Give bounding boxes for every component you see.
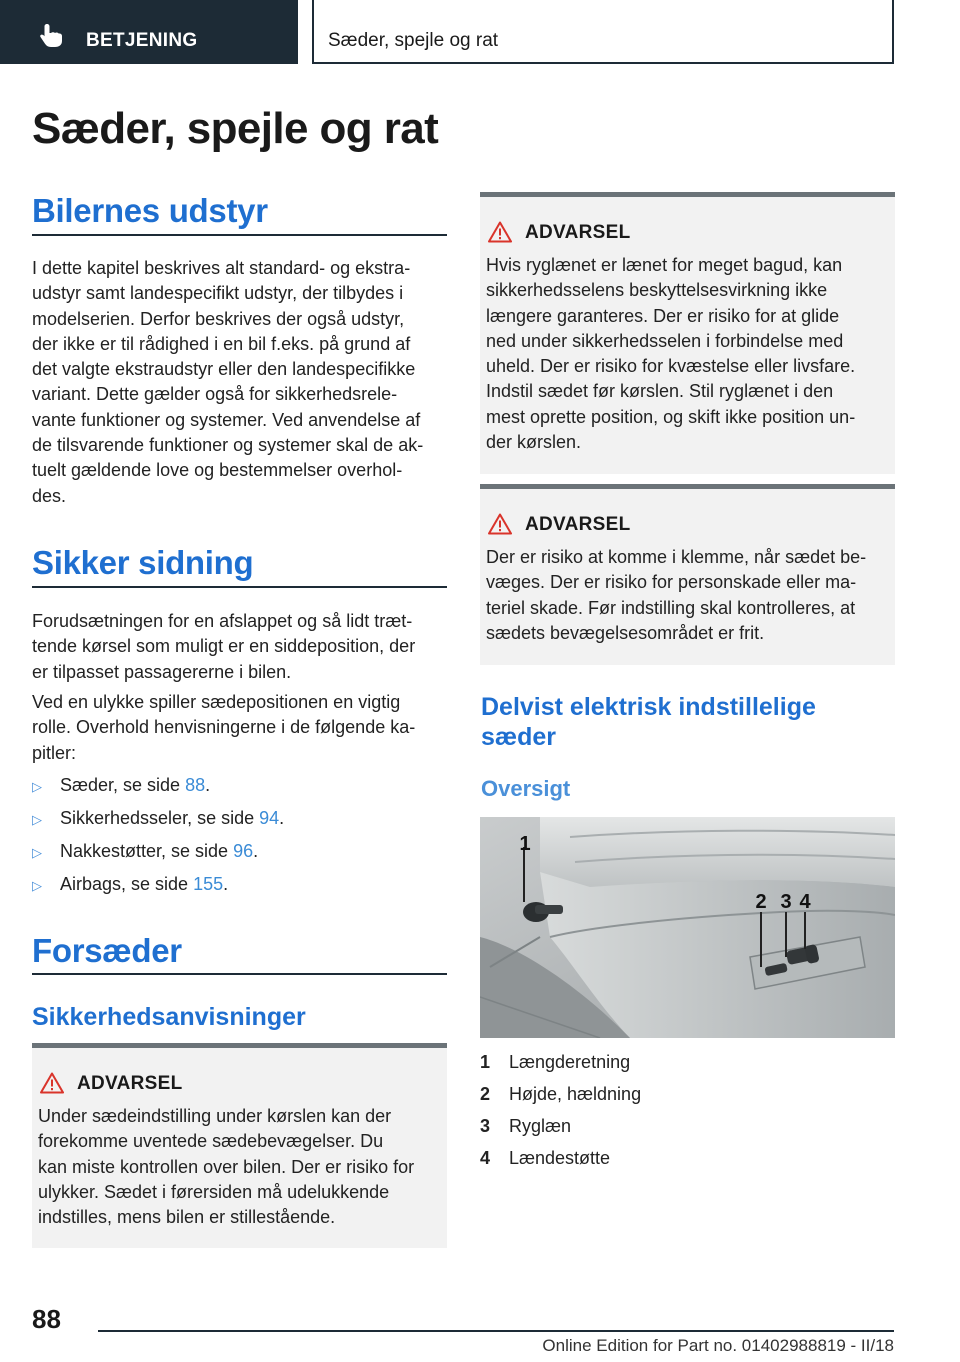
heading-sikkerhedsanvisninger: Sikkerhedsanvisninger — [32, 1003, 306, 1031]
heading-rule — [32, 234, 447, 236]
page-title: Sæder, spejle og rat — [32, 104, 439, 153]
warning-box — [480, 484, 895, 665]
list-item: ▷ Nakkestøtter, se side 96. — [32, 839, 432, 864]
intro-paragraph: I dette kapitel beskrives alt standard- og ekstra- udstyr samt landespecifikt udstyr, der tilbydes i modelserien. Derfor beskrives der også udstyr, der ikke er til rådighed i en bil f.eks. på grund af det valgte ekstraudstyr eller den landespecifikke variant. Dette gælder også for sikkerhedsrele- vante funktioner og systemer. Ved anvendelse af de tilsvarende funktioner og systemer skal de ak- tuelt gældende love og bestemmelser overhol- des. — [32, 258, 424, 506]
callout-1: 1 — [519, 833, 531, 855]
warning-triangle-icon — [488, 513, 512, 535]
seat-image — [480, 817, 895, 1038]
sikker-paragraph-2: Ved en ulykke spiller sædepositionen en vigtig rolle. Overhold henvisningerne i de følgende ka- pitler: — [32, 692, 416, 763]
hand-pointer-icon — [38, 22, 64, 48]
heading-sikker-sidning: Sikker sidning — [32, 544, 254, 581]
header-section-tab[interactable] — [0, 0, 298, 64]
warning-box — [480, 192, 895, 474]
header-chapter — [312, 0, 894, 64]
list-item: ▷ Sikkerhedsseler, se side 94. — [32, 806, 432, 831]
list-item: ▷ Sæder, se side 88. — [32, 773, 432, 798]
warning-title: ADVARSEL — [525, 514, 631, 535]
heading-rule — [32, 973, 447, 975]
legend-item: 1 Længderetning — [480, 1052, 631, 1072]
list-item: ▷ Airbags, se side 155. — [32, 872, 432, 897]
seat-controls-illustration — [480, 817, 895, 1038]
warning-box — [32, 1043, 447, 1248]
warning-title: ADVARSEL — [77, 1073, 183, 1094]
page-link[interactable]: 155 — [193, 874, 224, 894]
callout-4: 4 — [799, 891, 811, 913]
page-link[interactable]: 88 — [185, 775, 206, 795]
callout-3: 3 — [780, 891, 792, 913]
warning-triangle-icon — [488, 221, 512, 243]
heading-rule — [32, 586, 447, 588]
warning-text: Under sædeindstilling under kørslen kan der forekomme uventede sædebevægelser. Du kan miste kontrollen over bilen. Der er risiko for ulykker. Sædet i førersiden må udelukkende indstilles, mens bilen er stillestående. — [38, 1106, 415, 1228]
legend-item: 3 Ryglæn — [480, 1116, 572, 1136]
triangle-bullet-icon: ▷ — [32, 812, 42, 827]
page-link[interactable]: 94 — [259, 808, 280, 828]
warning-title: ADVARSEL — [525, 222, 631, 243]
triangle-bullet-icon: ▷ — [32, 878, 42, 893]
triangle-bullet-icon: ▷ — [32, 779, 42, 794]
sikker-paragraph-1: Forudsætningen for en afslappet og så lidt træt- tende kørsel som muligt er en siddeposition, der er tilpasset passagererne i bilen. — [32, 611, 416, 682]
heading-oversigt: Oversigt — [481, 776, 571, 801]
legend-item: 2 Højde, hældning — [480, 1084, 642, 1104]
page-link[interactable]: 96 — [233, 841, 254, 861]
warning-text: Hvis ryglænet er lænet for meget bagud, kan sikkerhedsselens beskyttelsesvirkning ikke længere garanteres. Der er risiko for at glide ned under sikkerhedsselen i forbindelse med uheld. Der er risiko for kvæstelse eller livsfare. Indstil sædet før kørslen. Stil ryglænet i den mest oprette position, og skift ikke position un- der kørslen. — [486, 255, 856, 453]
warning-text: Der er risiko at komme i klemme, når sædet be- væges. Der er risiko for personskade eller ma- teriel skade. Før indstilling skal kontrolleres, at sædets bevægelsesområdet er frit. — [486, 547, 867, 643]
legend-item: 4 Lændestøtte — [480, 1148, 611, 1168]
heading-delvist-elektrisk: Delvist elektrisk indstillelige sæder — [481, 693, 816, 751]
footer-text: Online Edition for Part no. 01402988819 - II/18 — [542, 1336, 894, 1355]
footer-rule — [98, 1330, 894, 1332]
heading-forsaeder: Forsæder — [32, 932, 182, 969]
header-chapter-label: Sæder, spejle og rat — [328, 30, 499, 51]
page-number: 88 — [32, 1304, 61, 1334]
triangle-bullet-icon: ▷ — [32, 845, 42, 860]
header-section-label: BETJENING — [86, 30, 198, 51]
callout-2: 2 — [755, 891, 767, 913]
warning-triangle-icon — [40, 1072, 64, 1094]
heading-bilernes-udstyr: Bilernes udstyr — [32, 192, 268, 229]
